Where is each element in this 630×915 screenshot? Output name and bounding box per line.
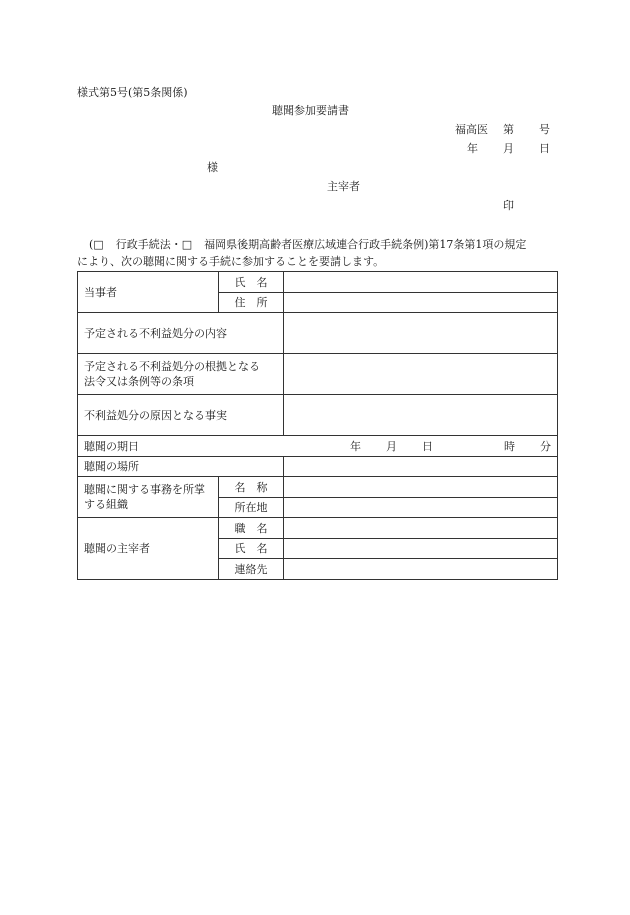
org-label: [78, 477, 219, 518]
org-location-field[interactable]: [284, 498, 558, 518]
content-field[interactable]: [284, 313, 558, 354]
option-1-label: 行政手続法・: [115, 238, 182, 251]
party-name-label: 氏 名: [219, 272, 284, 293]
option-2-label: 福岡県後期高齢者医療広域連合行政手続条例: [204, 238, 425, 251]
presider-position-field[interactable]: [284, 518, 558, 539]
paren-open: (: [89, 238, 94, 251]
hearing-date-day: 日: [422, 440, 433, 453]
presider-name-label: 氏 名: [219, 539, 284, 559]
hearing-place-label: 聴聞の場所: [78, 457, 284, 477]
facts-field[interactable]: [284, 395, 558, 436]
org-name-field[interactable]: [284, 477, 558, 498]
hearing-date-row[interactable]: [78, 436, 558, 457]
seal-mark: 印: [503, 199, 514, 212]
date-year: 年: [467, 142, 478, 155]
facts-label: 不利益処分の原因となる事実: [78, 395, 284, 436]
party-address-field[interactable]: [284, 293, 558, 313]
presider-name-field[interactable]: [284, 539, 558, 559]
basis-field[interactable]: [284, 354, 558, 395]
intro-paragraph: [77, 236, 557, 270]
hearing-date-month: 月: [386, 440, 397, 453]
hearing-date-label: 聴聞の期日: [84, 440, 139, 453]
basis-label-line-1: 予定される不利益処分の根拠となる: [84, 360, 260, 373]
presider-position-label: 職 名: [219, 518, 284, 539]
date-day: 日: [539, 142, 550, 155]
hearing-date-minute: 分: [540, 440, 551, 453]
basis-label: [78, 354, 284, 395]
org-label-line-1: 聴聞に関する事務を所掌: [84, 483, 205, 496]
presider-label: 主宰者: [327, 180, 360, 193]
date-month: 月: [503, 142, 514, 155]
content-label: 予定される不利益処分の内容: [78, 313, 284, 354]
intro-line-1: [77, 236, 557, 253]
hearing-form-table: [77, 271, 558, 580]
party-label: 当事者: [78, 272, 219, 313]
ref-dai: 第: [503, 123, 514, 136]
presider-row-label: 聴聞の主宰者: [78, 518, 219, 580]
hearing-place-field[interactable]: [284, 457, 558, 477]
ref-prefix: 福高医: [455, 123, 488, 136]
addressee-suffix: 様: [207, 161, 218, 174]
party-address-label: 住 所: [219, 293, 284, 313]
ref-go: 号: [539, 123, 550, 136]
presider-contact-label: 連絡先: [219, 559, 284, 580]
org-name-label: 名 称: [219, 477, 284, 498]
document-title: 聴聞参加要請書: [272, 104, 349, 117]
intro-line1-tail: )第17条第1項の規定: [424, 238, 527, 251]
org-label-line-2: する組織: [84, 498, 128, 511]
checkbox-option-1[interactable]: □: [93, 238, 104, 251]
party-name-field[interactable]: [284, 272, 558, 293]
hearing-date-hour: 時: [504, 440, 515, 453]
presider-contact-field[interactable]: [284, 559, 558, 580]
intro-line-2: により、次の聴聞に関する手続に参加することを要請します。: [77, 255, 385, 268]
org-location-label: 所在地: [219, 498, 284, 518]
basis-label-line-2: 法令又は条例等の条項: [84, 375, 194, 388]
checkbox-option-2[interactable]: □: [181, 238, 193, 251]
form-number: 様式第5号(第5条関係): [77, 86, 188, 99]
hearing-date-year: 年: [350, 440, 361, 453]
